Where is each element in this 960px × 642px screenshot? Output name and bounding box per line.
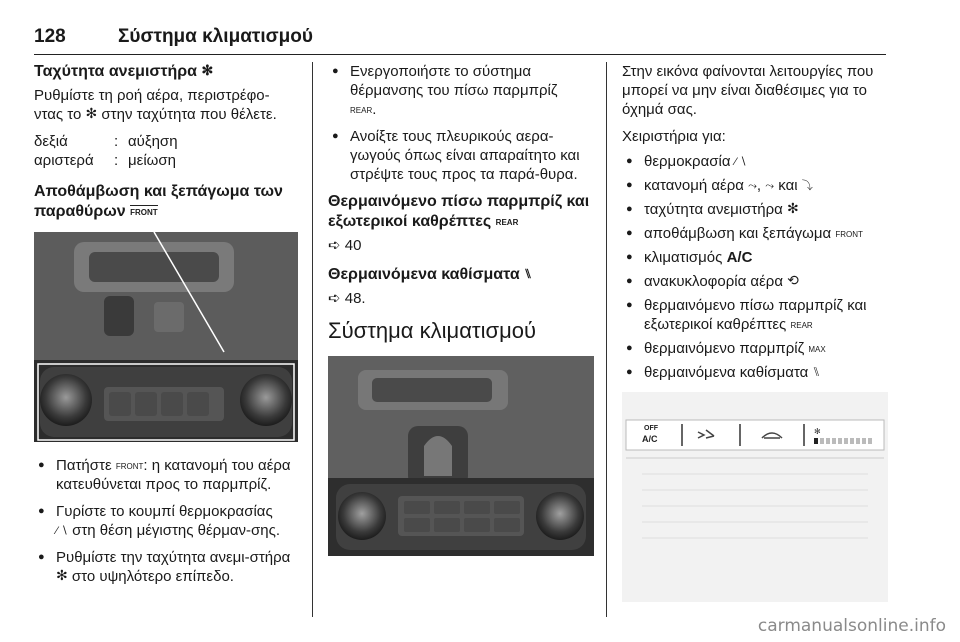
section-title: Σύστημα κλιματισμού [328,318,537,343]
demist-steps [34,456,300,586]
page-number: 128 [34,26,66,47]
direction-definitions: δεξιά : αύξηση αριστερά : μείωση [34,133,178,169]
list-item: ● Ανοίξτε τους πλευρικούς αερα-γωγούς όπως είναι απαραίτητο και στρέψτε τους προς τα παρά-θυρα. [328,127,594,184]
list-item: ● Ενεργοποιήστε το σύστημα θέρμανσης του πίσω παρμπρίζ REAR. [328,62,594,119]
list-item: ● θερμαινόμενα καθίσματα ⑊ [622,363,888,382]
heated-seat-icon: ⑊ [524,266,532,281]
fan-speed-heading: Ταχύτητα ανεμιστήρα ✻ [34,62,214,80]
climate-control-photo [328,356,594,556]
list-item: ● ταχύτητα ανεμιστήρα ✻ [622,200,888,219]
fan-icon: ✻ [56,567,68,583]
column-divider [606,62,607,617]
fan-icon: ✻ [201,62,214,78]
column-middle [328,62,594,556]
list-item: ● κλιματισμός A/C [622,248,888,267]
rear-defrost-icon: REAR [350,106,373,115]
demist-heading: Αποθάμβωση και ξεπάγωμα των παραθύρων FRONT [34,183,283,220]
distribution-face-icon: ⤳ [765,180,775,192]
reference-arrow-icon: ➪ [328,290,341,307]
column-right [622,62,888,602]
column-left [34,62,300,594]
rear-defrost-icon: REAR [790,321,813,330]
list-item: ● θερμαινόμενο παρμπρίζ MAX [622,339,888,358]
list-item: ● αποθάμβωση και ξεπάγωμα FRONT [622,224,888,243]
page-reference[interactable]: ➪ 48. [328,290,366,307]
console-photo [34,232,298,442]
temperature-icon: ⁄ ∖ [734,156,747,168]
front-defrost-icon: FRONT [835,230,863,239]
fan-icon: ✻ [85,105,98,121]
list-item: ● Ρυθμίστε την ταχύτητα ανεμι-στήρα ✻ στο υψηλότερο επίπεδο. [34,548,300,586]
intro-text: Στην εικόνα φαίνονται λειτουργίες που μπορεί να μην είναι διαθέσιμες για το όχημά σας. [622,63,874,118]
fan-speed-text: Ρυθμίστε τη ροή αέρα, περιστρέφο- ντας το ✻ στην ταχύτητα που θέλετε. [34,87,277,123]
rear-defrost-heading: Θερμαινόμενο πίσω παρμπρίζ και εξωτερικοί καθρέπτες REAR [328,193,590,230]
controls-label: Χειριστήρια για: [622,128,726,145]
reference-arrow-icon: ➪ [328,237,341,254]
list-item: ● κατανομή αέρα ⤳, ⤳ και ⤵ [622,176,888,195]
distribution-windscreen-icon: ⤳ [748,180,757,192]
list-item: ● Γυρίστε το κουμπί θερμοκρασίας ⁄ ∖ στη θέση μέγιστης θέρμαν-σης. [34,502,300,540]
front-defrost-icon: FRONT [130,205,158,218]
heated-seats-heading: Θερμαινόμενα καθίσματα ⑊ [328,266,532,283]
demist-steps-continued [328,62,594,184]
list-item: ● Πατήστε FRONT: η κατανομή του αέρα κατευθύνεται προς το παρμπρίζ. [34,456,300,494]
controls-list [622,152,888,382]
recirculation-icon: ⟲ [787,272,799,288]
distribution-feet-icon: ⤵ [801,180,813,192]
heated-seat-icon: ⑊ [812,364,821,379]
column-divider [312,62,313,617]
temperature-icon: ⁄ ∖ [56,525,68,537]
list-item: ● θερμοκρασία ⁄ ∖ [622,152,888,171]
display-off-label: OFF [644,425,658,432]
front-defrost-icon: FRONT [115,462,144,471]
watermark: carmanualsonline.info [757,616,946,636]
list-item: ● θερμαινόμενο πίσω παρμπρίζ και εξωτερικοί καθρέπτες REAR [622,296,888,334]
list-item: ● ανακυκλοφορία αέρα ⟲ [622,272,888,291]
max-defrost-icon: MAX [808,345,826,354]
page-title: Σύστημα κλιματισμού [118,26,313,47]
rear-defrost-icon: REAR [495,218,519,227]
page-reference[interactable]: ➪ 40 [328,237,362,254]
climate-display-illustration [622,392,888,602]
fan-icon: ✻ [787,200,799,216]
page-header [34,24,886,55]
svg-text:✻: ✻ [814,427,821,436]
display-ac-label: A/C [642,434,658,444]
